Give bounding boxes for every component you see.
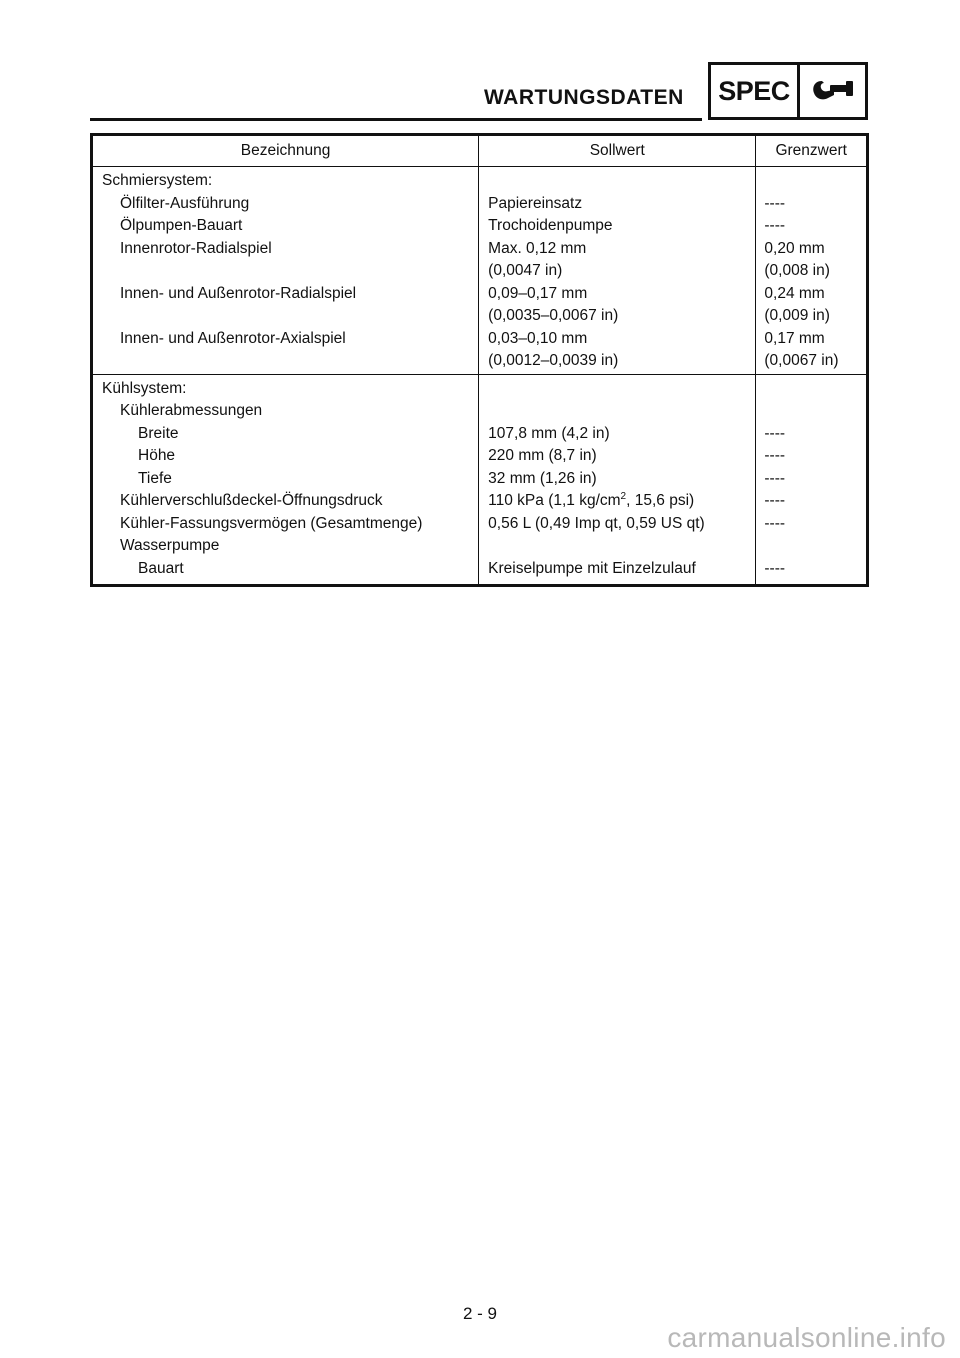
row-label: Innenrotor-Radialspiel [120,239,272,257]
page-title: WARTUNGSDATEN [484,86,684,109]
row-label: Bauart [138,559,184,577]
row-value: 0,03–0,10 mm [488,329,588,347]
row-limit: ---- [764,469,786,487]
row-value: Max. 0,12 mm [488,239,587,257]
row-limit: 0,24 mm [764,284,825,302]
table-row [92,215,868,238]
table-row [92,490,868,513]
table-row [92,167,868,193]
section-label: Schmiersystem: [102,172,213,189]
row-value-imperial: (0,0047 in) [488,262,563,279]
table-header-row [92,135,868,167]
row-value: 220 mm (8,7 in) [488,447,597,464]
row-value-imperial: (0,0012–0,0039 in) [488,352,619,369]
table-row [92,468,868,491]
spec-label: SPEC [711,65,800,117]
table-row [92,283,868,328]
row-limit-imperial: (0,009 in) [764,307,830,324]
table-row [92,535,868,558]
row-limit: ---- [764,559,786,577]
row-value: Trochoidenpumpe [488,217,613,234]
row-limit-imperial: (0,0067 in) [764,352,839,369]
row-limit: ---- [764,514,786,532]
table-row [92,400,868,423]
row-label: Innen- und Außenrotor-Axialspiel [120,329,346,347]
row-limit: 0,20 mm [764,239,825,257]
row-value: 0,56 L (0,49 Imp qt, 0,59 US qt) [488,514,705,532]
row-value-imperial: (0,0035–0,0067 in) [488,307,619,324]
wrench-icon [800,65,865,117]
section-label: Kühlsystem: [102,379,187,397]
row-value: 0,09–0,17 mm [488,284,588,302]
table-row [92,328,868,375]
row-limit: ---- [764,194,786,212]
row-label: Höhe [138,447,176,464]
row-label: Ölfilter-Ausführung [120,194,250,212]
column-header-name: Bezeichnung [92,135,479,167]
value-pre: 110 kPa (1,1 kg/cm [488,492,621,509]
spec-badge [708,62,868,120]
row-label: Wasserpumpe [120,537,220,554]
row-label: Kühlerabmessungen [120,402,263,419]
row-value [479,490,755,513]
row-limit: ---- [764,217,786,234]
table-row [92,374,868,400]
row-value: Papiereinsatz [488,194,583,212]
row-label: Kühler-Fassungsvermögen (Gesamtmenge) [120,514,423,532]
header-rule [90,118,702,121]
row-label: Breite [138,424,179,442]
row-limit: ---- [764,492,786,509]
row-label: Innen- und Außenrotor-Radialspiel [120,284,357,302]
row-value: 107,8 mm (4,2 in) [488,424,610,442]
table-row [92,193,868,216]
row-label: Tiefe [138,469,172,487]
row-limit: ---- [764,424,786,442]
column-header-value: Sollwert [479,135,756,167]
table-row [92,558,868,586]
table-row [92,445,868,468]
table-row [92,513,868,536]
row-limit: ---- [764,447,786,464]
table-row [92,238,868,283]
row-value: 32 mm (1,26 in) [488,469,597,487]
watermark: carmanualsonline.info [667,1322,946,1353]
row-label: Kühlerverschlußdeckel-Öffnungsdruck [120,492,383,509]
page-number: 2 - 9 [462,1304,498,1323]
row-label: Ölpumpen-Bauart [120,217,243,234]
specification-table [90,133,869,587]
row-value: Kreiselpumpe mit Einzelzulauf [488,559,696,577]
value-post: , 15,6 psi) [626,492,695,509]
row-limit: 0,17 mm [764,329,825,347]
value-superscript: 2 [620,490,627,502]
row-limit-imperial: (0,008 in) [764,262,830,279]
table-row [92,423,868,446]
column-header-limit: Grenzwert [756,135,868,167]
